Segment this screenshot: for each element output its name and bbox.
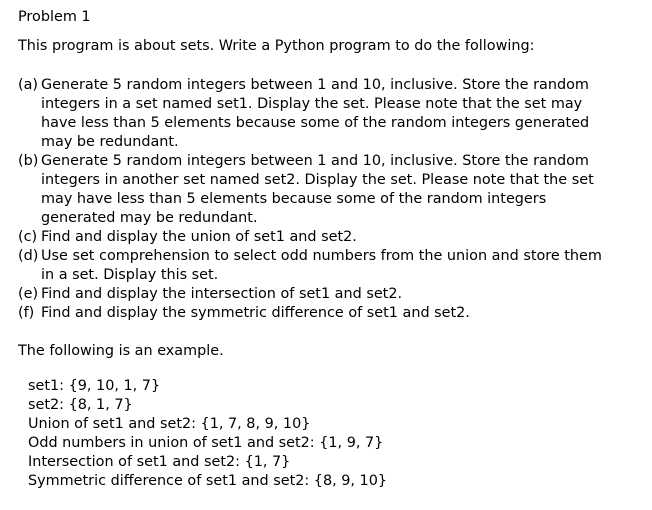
task-text [41, 285, 638, 304]
task-line: generated may be redundant. [41, 210, 258, 226]
task-line: Find and display the intersection of set1 and set2. [41, 286, 403, 302]
example-intro: The following is an example. [18, 343, 224, 359]
task-line: integers in another set named set2. Display the set. Please note that the set [41, 172, 594, 188]
example-line-set2: set2: {8, 1, 7} [28, 397, 133, 413]
example-line-symmetric-difference: Symmetric difference of set1 and set2: {8, 9, 10} [28, 473, 388, 489]
task-c [18, 228, 638, 247]
task-marker: (a) [18, 77, 39, 93]
problem-intro: This program is about sets. Write a Python program to do the following: [18, 38, 535, 54]
task-line: Find and display the symmetric difference of set1 and set2. [41, 305, 470, 321]
task-line: Generate 5 random integers between 1 and 10, inclusive. Store the random [41, 77, 589, 93]
task-d [18, 247, 638, 285]
task-f [18, 304, 638, 323]
task-line: Find and display the union of set1 and set2. [41, 229, 357, 245]
task-line: integers in a set named set1. Display the set. Please note that the set may [41, 96, 583, 112]
problem-title: Problem 1 [18, 9, 91, 25]
task-line: may have less than 5 elements because some of the random integers [41, 191, 547, 207]
task-text [41, 304, 638, 323]
task-list [18, 76, 638, 323]
task-marker: (c) [18, 229, 38, 245]
task-b [18, 152, 638, 228]
task-line: Generate 5 random integers between 1 and 10, inclusive. Store the random [41, 153, 589, 169]
example-line-intersection: Intersection of set1 and set2: {1, 7} [28, 454, 291, 470]
example-line-set1: set1: {9, 10, 1, 7} [28, 378, 161, 394]
task-marker: (b) [18, 153, 39, 169]
example-line-union: Union of set1 and set2: {1, 7, 8, 9, 10} [28, 416, 311, 432]
task-line: Use set comprehension to select odd numbers from the union and store them [41, 248, 602, 264]
example-line-odd-numbers: Odd numbers in union of set1 and set2: {1, 9, 7} [28, 435, 384, 451]
task-marker: (e) [18, 286, 39, 302]
task-line: have less than 5 elements because some of the random integers generated [41, 115, 590, 131]
task-line: may be redundant. [41, 134, 179, 150]
task-e [18, 285, 638, 304]
example-output [28, 377, 387, 491]
task-text [41, 247, 638, 285]
task-text [41, 76, 638, 152]
task-a [18, 76, 638, 152]
task-marker: (d) [18, 248, 39, 264]
task-marker: (f) [18, 305, 35, 321]
task-text [41, 152, 638, 228]
task-line: in a set. Display this set. [41, 267, 219, 283]
task-text [41, 228, 638, 247]
